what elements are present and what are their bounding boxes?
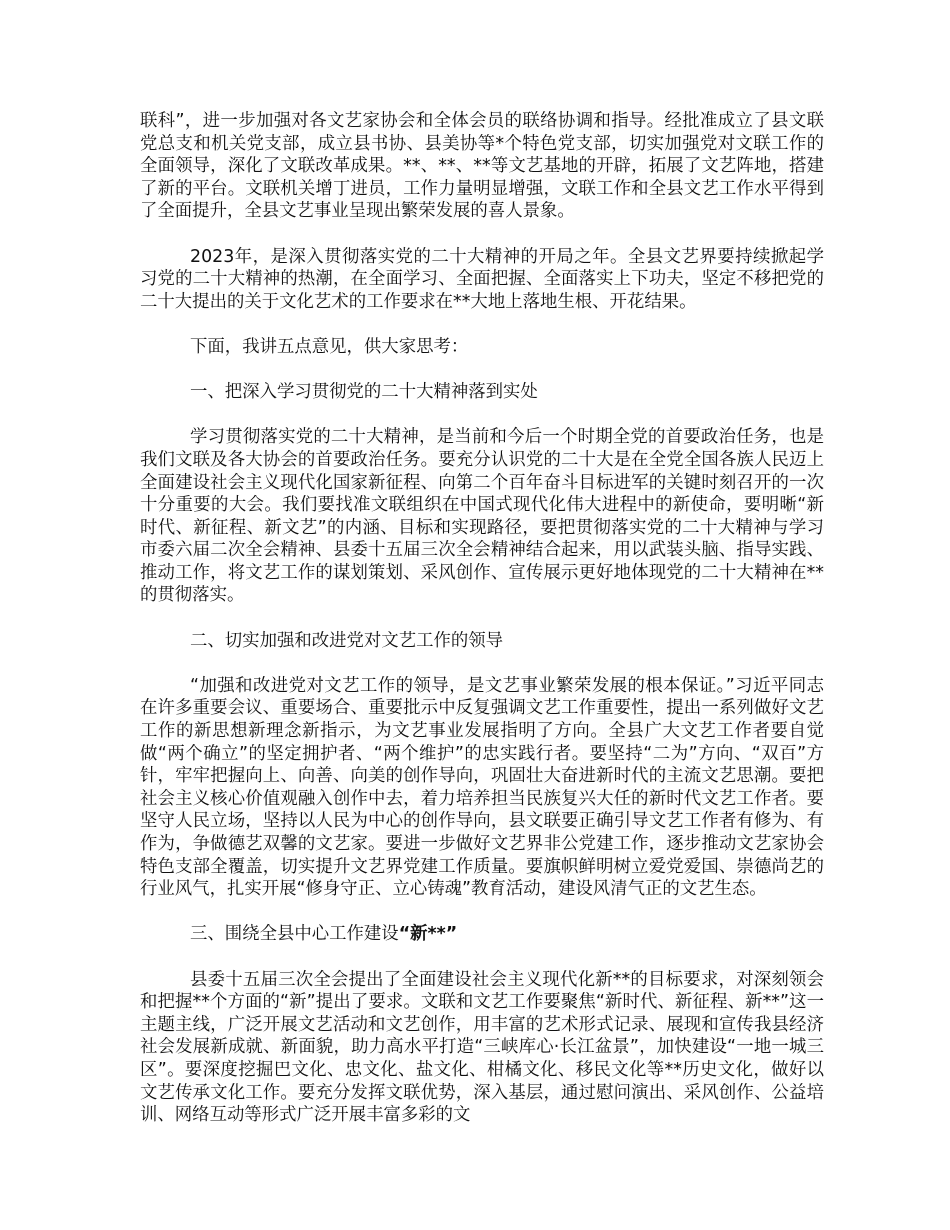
section-heading-1: 一、把深入学习贯彻党的二十大精神落到实处: [190, 382, 538, 403]
paragraph-section-2: “加强和改进党对文艺工作的领导，是文艺事业繁荣发展的根本保证。”习近平同志在许多重要会议、重要场合、重要批示中反复强调文艺工作重要性，提出一系列做好文艺工作的新思想新理念新指示，为文艺事业发展指明了方向。全县广大文艺工作者要自觉做“两个确立”的坚定拥护者、“两个维护”的忠实践行者。要坚持“二为”方向、“双百”方针，牢牢把握向上、向善、向美的创作导向，巩固壮大奋进新时代的主流文艺思潮。要把社会主义核心价值观融入创作中去，着力培养担当民族复兴大任的新时代文艺工作者。要坚守人民立场，坚持以人民为中心的创作导向，县文联要正确引导文艺工作者有修为、有作为，争做德艺双馨的文艺家。要进一步做好文艺界非公党建工作，逐步推动文艺家协会特色支部全覆盖，切实提升文艺界党建工作质量。要旗帜鲜明树立爱党爱国、崇德尚艺的行业风气，扎实开展“修身守正、立心铸魂”教育活动，建设风清气正的文艺生态。: [140, 675, 824, 900]
paragraph-2023: 2023年，是深入贯彻落实党的二十大精神的开局之年。全县文艺界要持续掀起学习党的二十大精神的热潮，在全面学习、全面把握、全面落实上下功夫，坚定不移把党的二十大提出的关于文化艺术的工作要求在**大地上落地生根、开花结果。: [140, 246, 824, 312]
paragraph-continuation: 联科”，进一步加强对各文艺家协会和全体会员的联络协调和指导。经批准成立了县文联党总支和机关党支部，成立县书协、县美协等*个特色党支部，切实加强党对文联工作的全面领导，深化了文联改革成果。**、**、**等文艺基地的开辟，拓展了文艺阵地，搭建了新的平台。文联机关增丁进员，工作力量明显增强，文联工作和全县文艺工作水平得到了全面提升，全县文艺事业呈现出繁荣发展的喜人景象。: [140, 111, 824, 222]
section-heading-3-bold: “新**”: [398, 924, 458, 945]
paragraph-section-1: 学习贯彻落实党的二十大精神，是当前和今后一个时期全党的首要政治任务，也是我们文联及各大协会的首要政治任务。要充分认识党的二十大是在全党全国各族人民迈上全面建设社会主义现代化国家新征程、向第二个百年奋斗目标进军的关键时刻召开的一次十分重要的大会。我们要找准文联组织在中国式现代化伟大进程中的新使命，要明晰“新时代、新征程、新文艺”的内涵、目标和实现路径，要把贯彻落实党的二十大精神与学习市委六届二次全会精神、县委十五届三次全会精神结合起来，用以武装头脑、指导实践、推动工作，将文艺工作的谋划策划、采风创作、宣传展示更好地体现党的二十大精神在**的贯彻落实。: [140, 427, 824, 606]
section-heading-2: 二、切实加强和改进党对文艺工作的领导: [190, 630, 504, 651]
paragraph-intro: 下面，我讲五点意见，供大家思考：: [190, 336, 469, 357]
section-heading-3-text: 三、围绕全县中心工作建设: [190, 924, 399, 945]
section-heading-3: [140, 923, 824, 946]
paragraph-section-3: 县委十五届三次全会提出了全面建设社会主义现代化新**的目标要求，对深刻领会和把握**个方面的“新”提出了要求。文联和文艺工作要聚焦“新时代、新征程、新**”这一主题主线，广泛开展文艺活动和文艺创作，用丰富的艺术形式记录、展现和宣传我县经济社会发展新成就、新面貌，助力高水平打造“三峡库心·长江盆景”，加快建设“一地一城三区”。要深度挖掘巴文化、忠文化、盐文化、柑橘文化、移民文化等**历史文化，做好以文艺传承文化工作。要充分发挥文联优势，深入基层，通过慰问演出、采风创作、公益培训、网络互动等形式广泛开展丰富多彩的文: [140, 969, 824, 1126]
document-body: [140, 110, 824, 1149]
